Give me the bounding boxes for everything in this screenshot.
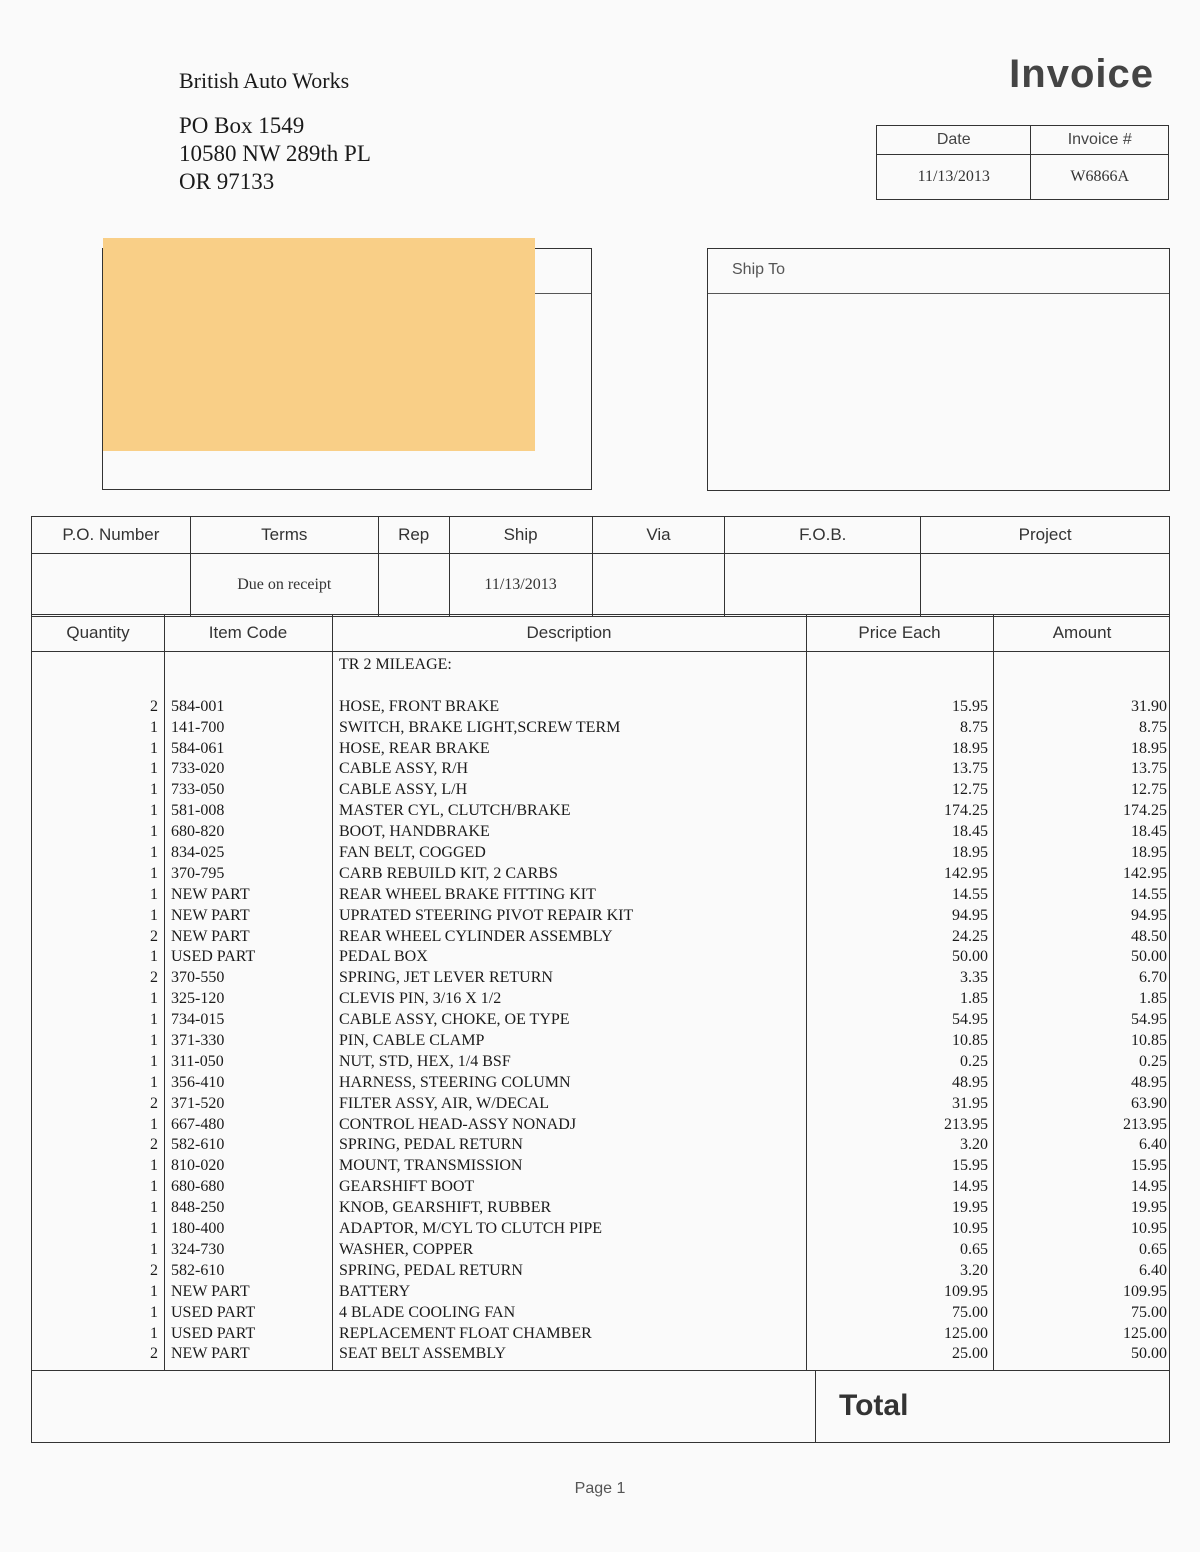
- amount-cell: 31.90: [1131, 697, 1167, 715]
- item-code-cell: 324-730: [171, 1240, 225, 1258]
- item-code-cell: USED PART: [171, 1303, 256, 1321]
- price-each-cell: 3.20: [960, 1261, 988, 1279]
- item-code-cell: 680-820: [171, 823, 225, 841]
- item-code-cell: 584-001: [171, 697, 225, 715]
- line-item-row: [32, 759, 1169, 780]
- quantity-cell: 1: [150, 718, 158, 736]
- document-title: Invoice: [1009, 52, 1154, 96]
- quantity-cell: 1: [150, 802, 158, 820]
- price-each-cell: 142.95: [944, 864, 988, 882]
- price-each-cell: 125.00: [944, 1324, 988, 1342]
- quantity-cell: 1: [150, 760, 158, 778]
- quantity-cell: 1: [150, 823, 158, 841]
- item-code-cell: 582-610: [171, 1136, 225, 1154]
- price-each-cell: 10.85: [952, 1032, 988, 1050]
- amount-cell: 6.70: [1139, 969, 1167, 987]
- section-note-row: [32, 655, 1169, 676]
- company-address: [179, 112, 371, 196]
- amount-cell: 142.95: [1123, 864, 1167, 882]
- line-item-row: [32, 1303, 1169, 1324]
- price-each-cell: 3.35: [960, 969, 988, 987]
- quantity-cell: 1: [150, 1324, 158, 1342]
- description-cell: WASHER, COPPER: [339, 1240, 474, 1258]
- line-item-row: [32, 1198, 1169, 1219]
- amount-cell: 6.40: [1139, 1261, 1167, 1279]
- order-info-table: [31, 516, 1170, 617]
- price-each-cell: 1.85: [960, 990, 988, 1008]
- fob-value: [725, 554, 921, 617]
- via-value: [592, 554, 725, 617]
- line-item-row: [32, 1094, 1169, 1115]
- quantity-cell: 1: [150, 1157, 158, 1175]
- item-code-cell: NEW PART: [171, 885, 250, 903]
- description-cell: BOOT, HANDBRAKE: [339, 823, 490, 841]
- item-code-cell: NEW PART: [171, 927, 250, 945]
- amount-cell: 48.50: [1131, 927, 1167, 945]
- total-label: Total: [839, 1389, 909, 1422]
- rep-header: Rep: [378, 517, 449, 554]
- price-each-cell: 50.00: [952, 948, 988, 966]
- line-item-row: [32, 1052, 1169, 1073]
- description-cell: PIN, CABLE CLAMP: [339, 1032, 485, 1050]
- quantity-cell: 1: [150, 1032, 158, 1050]
- amount-cell: 213.95: [1123, 1115, 1167, 1133]
- terms-value: Due on receipt: [190, 554, 378, 617]
- item-code-cell: 141-700: [171, 718, 225, 736]
- line-item-row: [32, 1156, 1169, 1177]
- amount-cell: 18.45: [1131, 823, 1167, 841]
- line-item-row: [32, 927, 1169, 948]
- quantity-cell: 1: [150, 1220, 158, 1238]
- address-line: 10580 NW 289th PL: [179, 141, 371, 166]
- via-header: Via: [592, 517, 725, 554]
- address-line: PO Box 1549: [179, 113, 305, 138]
- amount-cell: 1.85: [1139, 990, 1167, 1008]
- description-cell: ADAPTOR, M/CYL TO CLUTCH PIPE: [339, 1220, 602, 1238]
- price-each-cell: 25.00: [952, 1345, 988, 1363]
- line-items-table: [31, 614, 1170, 1371]
- line-item-row: [32, 864, 1169, 885]
- amount-cell: 50.00: [1131, 948, 1167, 966]
- line-item-row: [32, 1282, 1169, 1303]
- quantity-cell: 1: [150, 864, 158, 882]
- item-code-cell: 667-480: [171, 1115, 225, 1133]
- amount-cell: 10.95: [1131, 1220, 1167, 1238]
- quantity-cell: 1: [150, 844, 158, 862]
- item-code-cell: 370-795: [171, 864, 225, 882]
- description-cell: CABLE ASSY, R/H: [339, 760, 469, 778]
- terms-header: Terms: [190, 517, 378, 554]
- item-code-cell: USED PART: [171, 1324, 256, 1342]
- ship-to-label: Ship To: [732, 261, 786, 278]
- amount-cell: 15.95: [1131, 1157, 1167, 1175]
- rep-value: [378, 554, 449, 617]
- description-cell: SEAT BELT ASSEMBLY: [339, 1345, 507, 1363]
- line-item-row: [32, 697, 1169, 718]
- description-cell: FAN BELT, COGGED: [339, 844, 486, 862]
- description-cell: REAR WHEEL BRAKE FITTING KIT: [339, 885, 596, 903]
- price-each-cell: 15.95: [952, 1157, 988, 1175]
- line-item-row: [32, 1324, 1169, 1345]
- quantity-cell: 1: [150, 1115, 158, 1133]
- price-each-cell: 8.75: [960, 718, 988, 736]
- po-number-header: P.O. Number: [32, 517, 191, 554]
- item-code-header: Item Code: [208, 623, 288, 642]
- item-code-cell: USED PART: [171, 948, 256, 966]
- amount-cell: 109.95: [1123, 1282, 1167, 1300]
- quantity-cell: 1: [150, 1052, 158, 1070]
- price-each-cell: 18.95: [952, 844, 988, 862]
- line-item-row: [32, 906, 1169, 927]
- description-cell: CLEVIS PIN, 3/16 X 1/2: [339, 990, 502, 1008]
- quantity-cell: 1: [150, 948, 158, 966]
- price-each-cell: 14.55: [952, 885, 988, 903]
- price-each-cell: 24.25: [952, 927, 988, 945]
- item-code-cell: 371-520: [171, 1094, 225, 1112]
- amount-cell: 19.95: [1131, 1199, 1167, 1217]
- description-cell: HOSE, REAR BRAKE: [339, 739, 490, 757]
- amount-cell: 94.95: [1131, 906, 1167, 924]
- description-cell: MASTER CYL, CLUTCH/BRAKE: [339, 802, 571, 820]
- price-each-cell: 15.95: [952, 697, 988, 715]
- line-item-row: [32, 1010, 1169, 1031]
- price-each-cell: 12.75: [952, 781, 988, 799]
- section-note: TR 2 MILEAGE:: [339, 656, 452, 673]
- quantity-cell: 2: [150, 697, 158, 715]
- redaction-sticky-note: [103, 238, 535, 451]
- description-cell: SPRING, PEDAL RETURN: [339, 1261, 523, 1279]
- price-each-cell: 174.25: [944, 802, 988, 820]
- line-item-row: [32, 1115, 1169, 1136]
- amount-cell: 63.90: [1131, 1094, 1167, 1112]
- page-number: Page 1: [574, 1480, 626, 1497]
- quantity-cell: 1: [150, 906, 158, 924]
- amount-cell: 14.95: [1131, 1178, 1167, 1196]
- price-each-cell: 10.95: [952, 1220, 988, 1238]
- price-each-cell: 19.95: [952, 1199, 988, 1217]
- line-item-row: [32, 843, 1169, 864]
- invoice-number-header: Invoice #: [1031, 126, 1169, 155]
- item-code-cell: 582-610: [171, 1261, 225, 1279]
- amount-cell: 54.95: [1131, 1011, 1167, 1029]
- description-cell: CONTROL HEAD-ASSY NONADJ: [339, 1115, 577, 1133]
- quantity-cell: 2: [150, 1136, 158, 1154]
- item-code-cell: 734-015: [171, 1011, 225, 1029]
- invoice-meta-table: [876, 125, 1169, 200]
- item-code-cell: 370-550: [171, 969, 225, 987]
- amount-cell: 75.00: [1131, 1303, 1167, 1321]
- description-cell: HARNESS, STEERING COLUMN: [339, 1073, 571, 1091]
- line-item-row: [32, 1219, 1169, 1240]
- price-each-cell: 18.45: [952, 823, 988, 841]
- line-item-row: [32, 780, 1169, 801]
- amount-cell: 18.95: [1131, 739, 1167, 757]
- item-code-cell: 325-120: [171, 990, 225, 1008]
- description-cell: CARB REBUILD KIT, 2 CARBS: [339, 864, 558, 882]
- quantity-cell: 1: [150, 1199, 158, 1217]
- amount-cell: 13.75: [1131, 760, 1167, 778]
- line-item-row: [32, 822, 1169, 843]
- line-item-row: [32, 968, 1169, 989]
- line-item-row: [32, 989, 1169, 1010]
- quantity-cell: 1: [150, 1178, 158, 1196]
- description-cell: PEDAL BOX: [339, 948, 428, 966]
- price-each-cell: 109.95: [944, 1282, 988, 1300]
- quantity-cell: 1: [150, 885, 158, 903]
- price-each-cell: 13.75: [952, 760, 988, 778]
- project-header: Project: [921, 517, 1170, 554]
- line-item-row: [32, 801, 1169, 822]
- item-code-cell: 584-061: [171, 739, 225, 757]
- description-header: Description: [526, 623, 612, 642]
- quantity-cell: 1: [150, 1282, 158, 1300]
- project-value: [921, 554, 1170, 617]
- amount-cell: 6.40: [1139, 1136, 1167, 1154]
- price-each-cell: 94.95: [952, 906, 988, 924]
- quantity-cell: 1: [150, 1011, 158, 1029]
- description-cell: SPRING, JET LEVER RETURN: [339, 969, 553, 987]
- price-each-cell: 31.95: [952, 1094, 988, 1112]
- price-each-cell: 0.65: [960, 1240, 988, 1258]
- description-cell: FILTER ASSY, AIR, W/DECAL: [339, 1094, 549, 1112]
- price-each-cell: 54.95: [952, 1011, 988, 1029]
- ship-header: Ship: [449, 517, 592, 554]
- line-item-row: [32, 1261, 1169, 1282]
- description-cell: NUT, STD, HEX, 1/4 BSF: [339, 1052, 511, 1070]
- quantity-cell: 2: [150, 969, 158, 987]
- line-item-row: [32, 718, 1169, 739]
- company-name: British Auto Works: [179, 68, 350, 93]
- price-each-cell: 48.95: [952, 1073, 988, 1091]
- spacer-row: [32, 676, 1169, 697]
- quantity-cell: 1: [150, 739, 158, 757]
- item-code-cell: 733-020: [171, 760, 225, 778]
- line-item-row: [32, 739, 1169, 760]
- item-code-cell: 356-410: [171, 1073, 225, 1091]
- fob-header: F.O.B.: [725, 517, 921, 554]
- item-code-cell: 680-680: [171, 1178, 225, 1196]
- description-cell: KNOB, GEARSHIFT, RUBBER: [339, 1199, 552, 1217]
- description-cell: REAR WHEEL CYLINDER ASSEMBLY: [339, 927, 613, 945]
- item-code-cell: NEW PART: [171, 1345, 250, 1363]
- po-number-value: [32, 554, 191, 617]
- amount-cell: 10.85: [1131, 1032, 1167, 1050]
- amount-cell: 174.25: [1123, 802, 1167, 820]
- item-code-cell: 810-020: [171, 1157, 225, 1175]
- line-item-row: [32, 1177, 1169, 1198]
- amount-cell: 0.65: [1139, 1240, 1167, 1258]
- description-cell: REPLACEMENT FLOAT CHAMBER: [339, 1324, 592, 1342]
- item-code-cell: NEW PART: [171, 1282, 250, 1300]
- ship-value: 11/13/2013: [449, 554, 592, 617]
- invoice-date: 11/13/2013: [877, 155, 1031, 200]
- price-each-header: Price Each: [858, 623, 941, 642]
- item-code-cell: 581-008: [171, 802, 225, 820]
- price-each-cell: 0.25: [960, 1052, 988, 1070]
- date-header: Date: [877, 126, 1031, 155]
- amount-cell: 48.95: [1131, 1073, 1167, 1091]
- amount-cell: 0.25: [1139, 1052, 1167, 1070]
- item-code-cell: 733-050: [171, 781, 225, 799]
- line-item-row: [32, 1240, 1169, 1261]
- item-code-cell: NEW PART: [171, 906, 250, 924]
- quantity-header: Quantity: [66, 623, 130, 642]
- description-cell: HOSE, FRONT BRAKE: [339, 697, 500, 715]
- description-cell: BATTERY: [339, 1282, 411, 1300]
- line-item-row: [32, 1135, 1169, 1156]
- quantity-cell: 1: [150, 1073, 158, 1091]
- description-cell: SPRING, PEDAL RETURN: [339, 1136, 523, 1154]
- amount-cell: 8.75: [1139, 718, 1167, 736]
- quantity-cell: 1: [150, 990, 158, 1008]
- address-line: OR 97133: [179, 169, 275, 194]
- line-item-row: [32, 1073, 1169, 1094]
- amount-cell: 18.95: [1131, 844, 1167, 862]
- quantity-cell: 1: [150, 1240, 158, 1258]
- price-each-cell: 3.20: [960, 1136, 988, 1154]
- amount-header: Amount: [1052, 623, 1112, 642]
- line-item-row: [32, 1031, 1169, 1052]
- amount-cell: 125.00: [1123, 1324, 1167, 1342]
- price-each-cell: 18.95: [952, 739, 988, 757]
- quantity-cell: 1: [150, 781, 158, 799]
- description-cell: CABLE ASSY, L/H: [339, 781, 468, 799]
- quantity-cell: 2: [150, 1094, 158, 1112]
- line-item-row: [32, 885, 1169, 906]
- quantity-cell: 2: [150, 927, 158, 945]
- item-code-cell: 371-330: [171, 1032, 225, 1050]
- description-cell: SWITCH, BRAKE LIGHT,SCREW TERM: [339, 718, 621, 736]
- item-code-cell: 848-250: [171, 1199, 225, 1217]
- line-items-body: [32, 655, 1169, 1365]
- item-code-cell: 180-400: [171, 1220, 225, 1238]
- description-cell: 4 BLADE COOLING FAN: [339, 1303, 516, 1321]
- quantity-cell: 1: [150, 1303, 158, 1321]
- description-cell: CABLE ASSY, CHOKE, OE TYPE: [339, 1011, 570, 1029]
- amount-cell: 12.75: [1131, 781, 1167, 799]
- description-cell: UPRATED STEERING PIVOT REPAIR KIT: [339, 906, 634, 924]
- total-box: [31, 1370, 1170, 1443]
- price-each-cell: 213.95: [944, 1115, 988, 1133]
- line-item-row: [32, 947, 1169, 968]
- invoice-number: W6866A: [1031, 155, 1169, 200]
- quantity-cell: 2: [150, 1261, 158, 1279]
- amount-cell: 50.00: [1131, 1345, 1167, 1363]
- description-cell: GEARSHIFT BOOT: [339, 1178, 475, 1196]
- item-code-cell: 834-025: [171, 844, 225, 862]
- item-code-cell: 311-050: [171, 1052, 224, 1070]
- amount-cell: 14.55: [1131, 885, 1167, 903]
- price-each-cell: 14.95: [952, 1178, 988, 1196]
- ship-to-box: [707, 248, 1170, 491]
- description-cell: MOUNT, TRANSMISSION: [339, 1157, 523, 1175]
- line-item-row: [32, 1344, 1169, 1365]
- price-each-cell: 75.00: [952, 1303, 988, 1321]
- quantity-cell: 2: [150, 1345, 158, 1363]
